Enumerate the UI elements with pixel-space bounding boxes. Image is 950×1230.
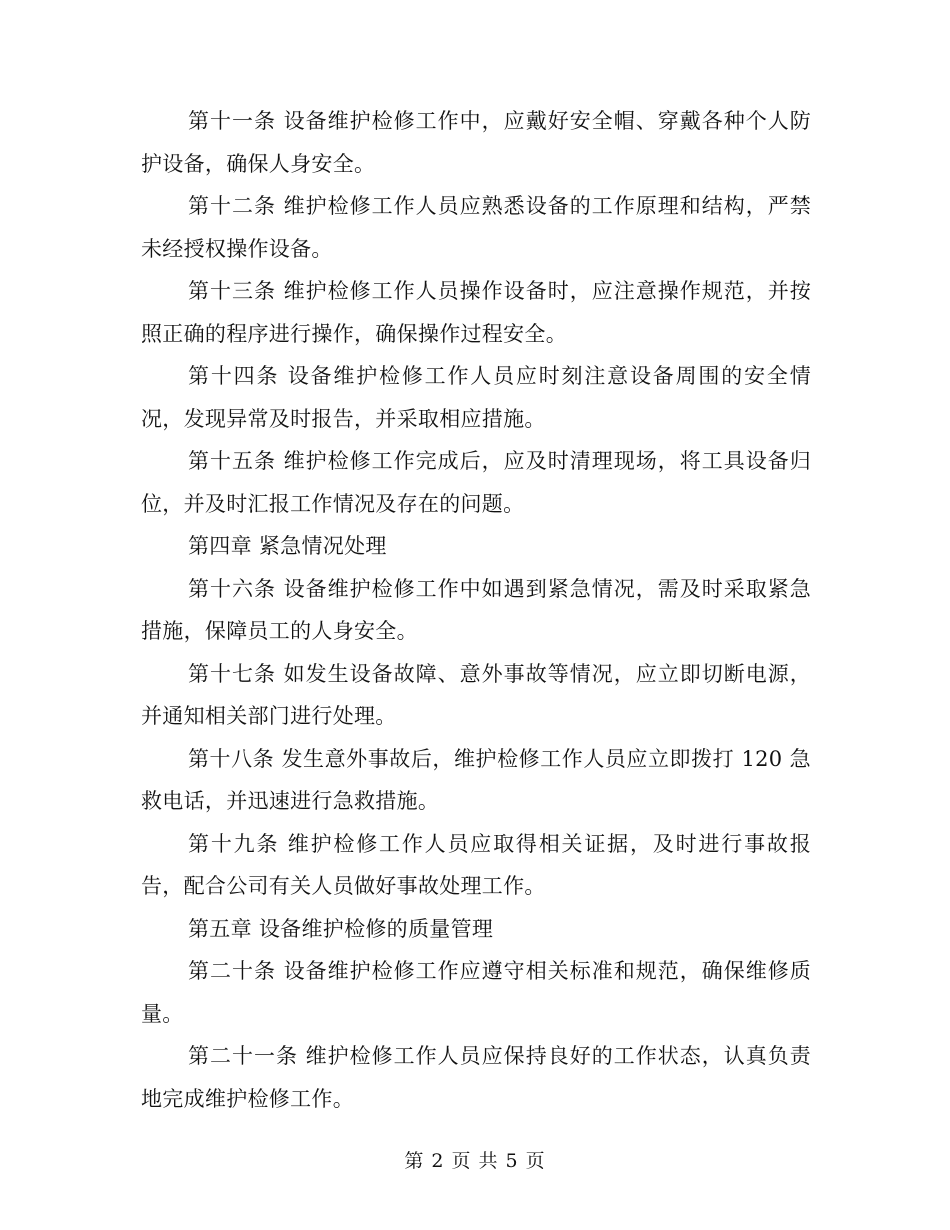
article-19: 第十九条 维护检修工作人员应取得相关证据，及时进行事故报告，配合公司有关人员做好事故处理工作。 <box>141 831 811 898</box>
article-11: 第十一条 设备维护检修工作中，应戴好安全帽、穿戴各种个人防护设备，确保人身安全。 <box>141 109 811 176</box>
article-16: 第十六条 设备维护检修工作中如遇到紧急情况，需及时采取紧急措施，保障员工的人身安全。 <box>141 576 811 643</box>
article-17: 第十七条 如发生设备故障、意外事故等情况，应立即切断电源，并通知相关部门进行处理。 <box>141 661 811 728</box>
article-15: 第十五条 维护检修工作完成后，应及时清理现场，将工具设备归位，并及时汇报工作情况及存在的问题。 <box>141 449 811 516</box>
document-body <box>141 100 811 1120</box>
article-18: 第十八条 发生意外事故后，维护检修工作人员应立即拨打 120 急救电话，并迅速进行急救措施。 <box>141 746 811 813</box>
article-13: 第十三条 维护检修工作人员操作设备时，应注意操作规范，并按照正确的程序进行操作，确保操作过程安全。 <box>141 279 811 346</box>
page-number-footer: 第 2 页 共 5 页 <box>404 1150 546 1172</box>
chapter-5-heading: 第五章 设备维护检修的质量管理 <box>188 916 494 941</box>
chapter-4-heading: 第四章 紧急情况处理 <box>188 534 387 558</box>
article-12: 第十二条 维护检修工作人员应熟悉设备的工作原理和结构，严禁未经授权操作设备。 <box>141 194 811 261</box>
article-21: 第二十一条 维护检修工作人员应保持良好的工作状态，认真负责地完成维护检修工作。 <box>141 1044 811 1111</box>
article-20: 第二十条 设备维护检修工作应遵守相关标准和规范，确保维修质量。 <box>141 959 811 1026</box>
article-14: 第十四条 设备维护检修工作人员应时刻注意设备周围的安全情况，发现异常及时报告，并采取相应措施。 <box>141 364 811 431</box>
